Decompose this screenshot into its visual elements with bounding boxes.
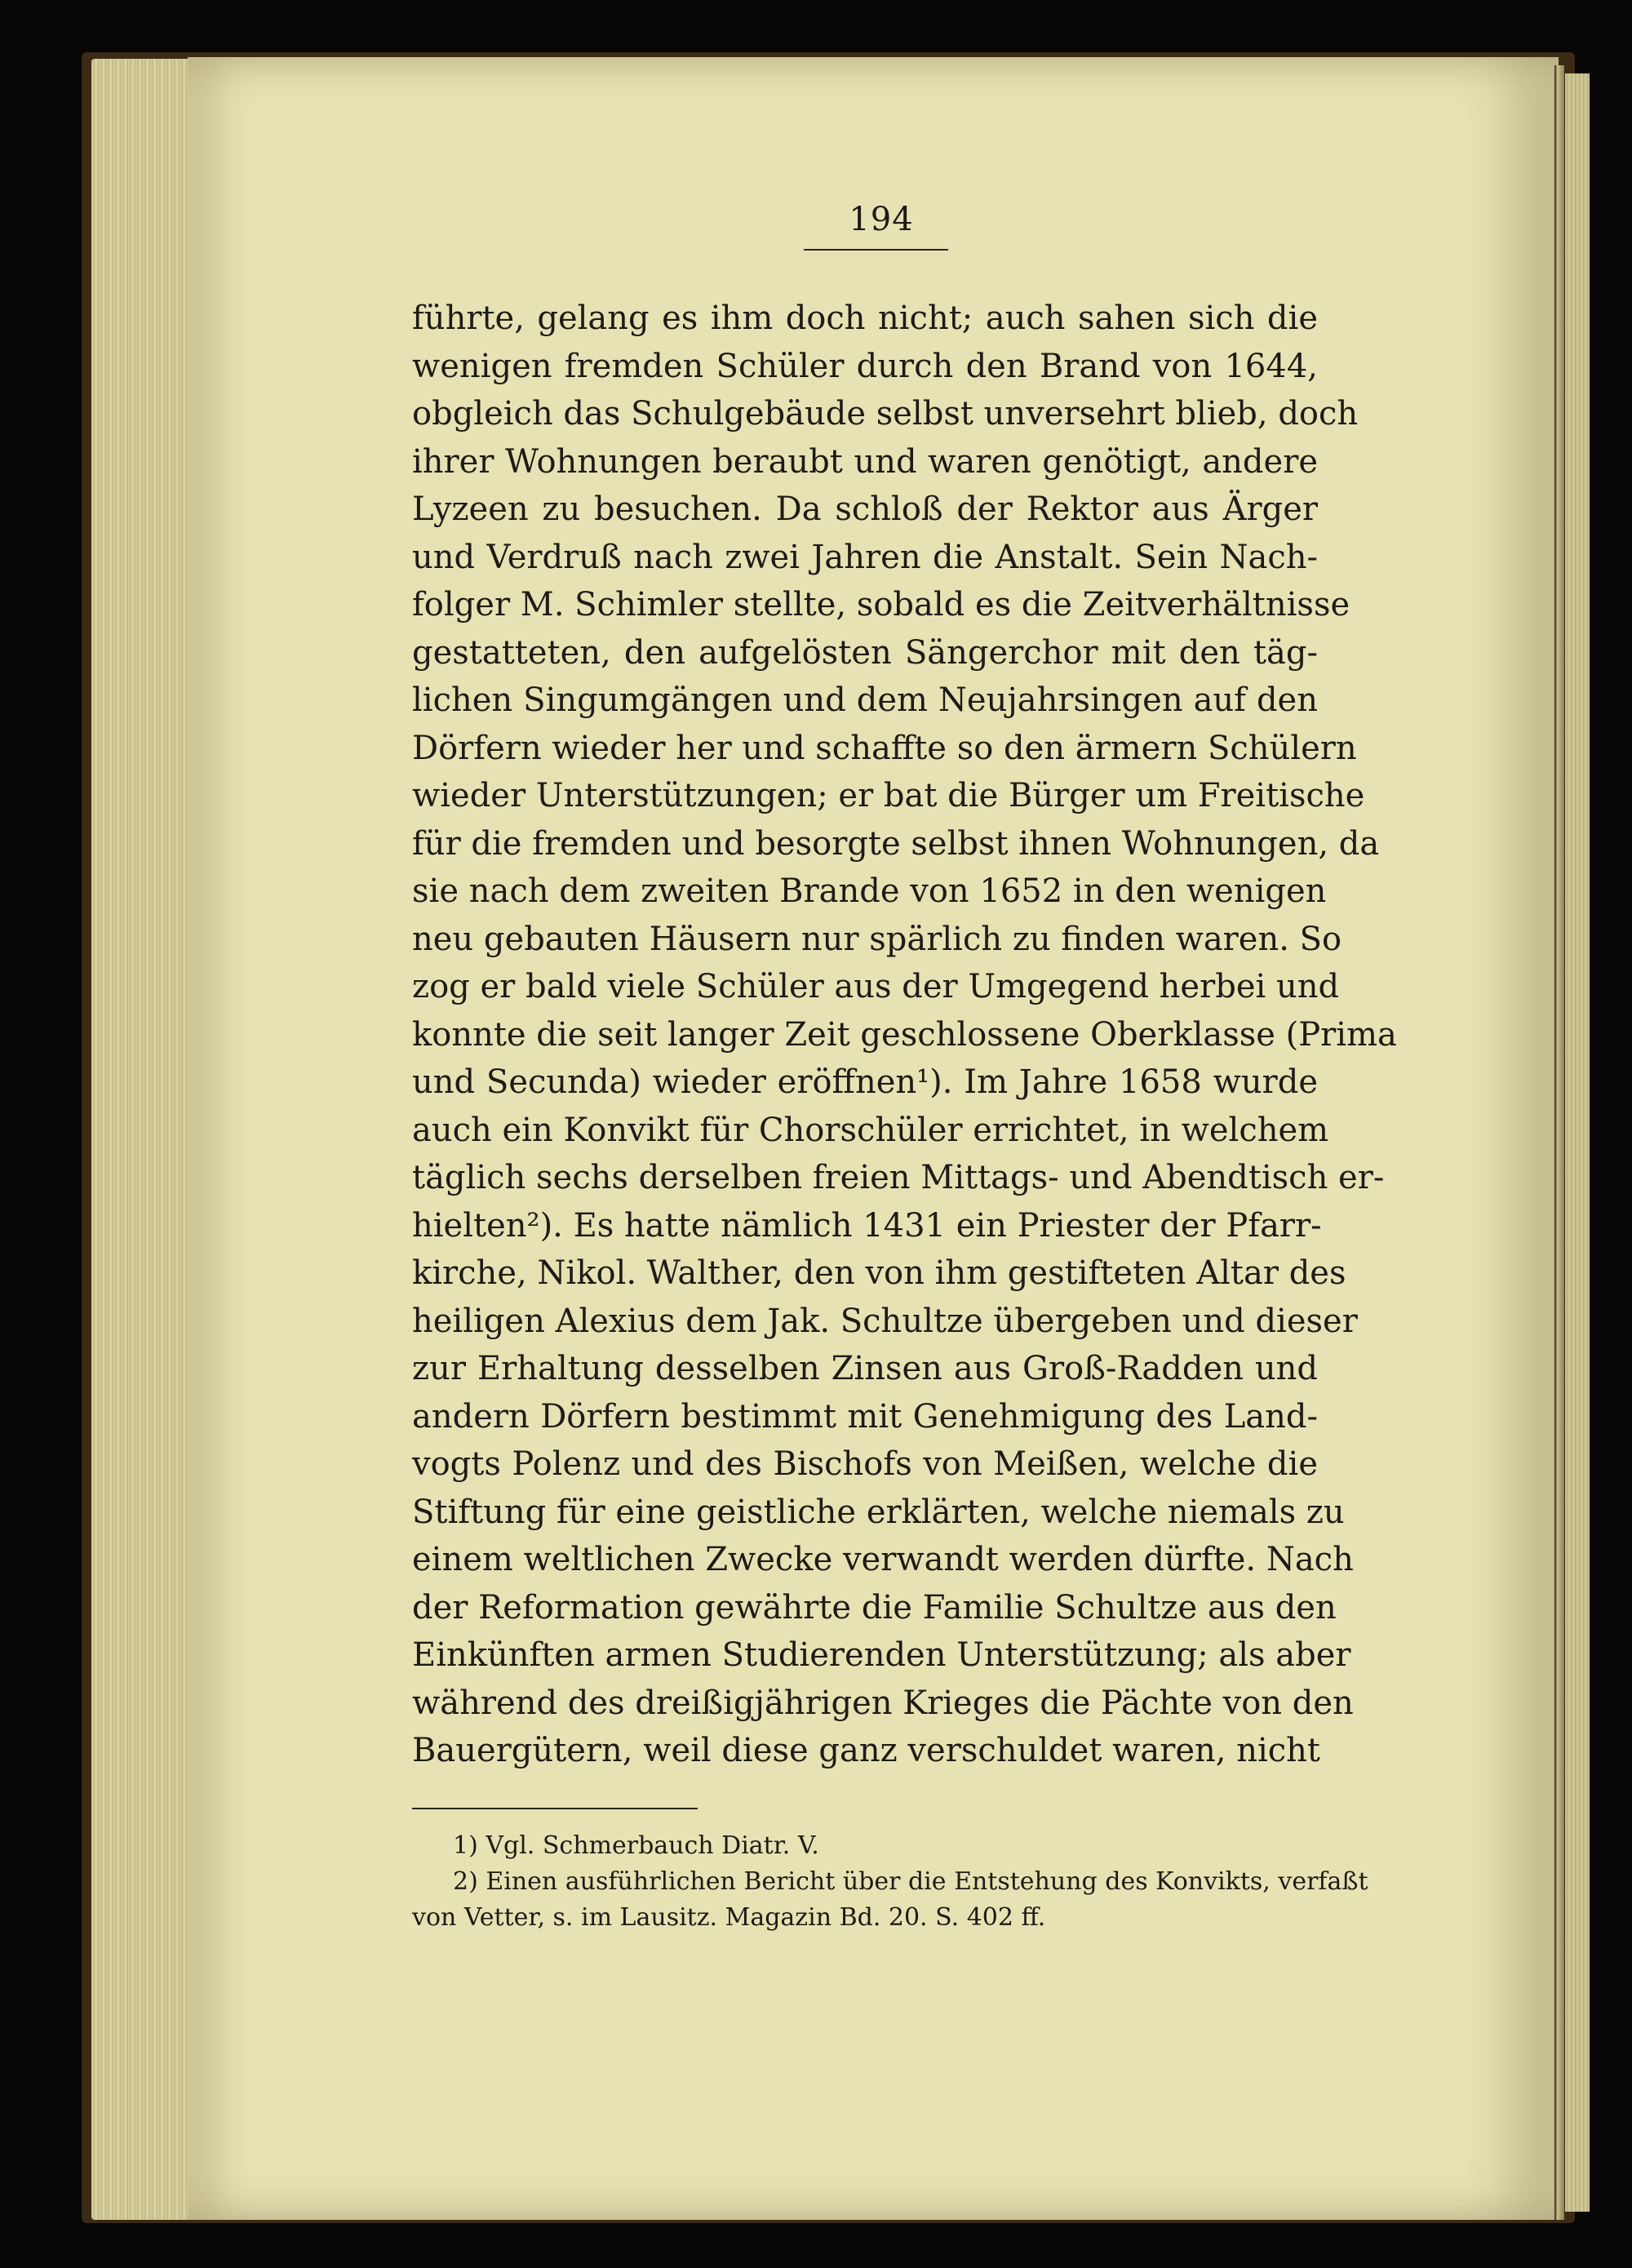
text-line: während des dreißigjährigen Krieges die Pächte von den xyxy=(412,1684,1354,1722)
page-number-rule xyxy=(804,249,948,251)
gutter-edge xyxy=(1554,65,1564,2220)
text-line: einem weltlichen Zwecke verwandt werden dürfte. Nach xyxy=(412,1541,1354,1578)
footnote-2-continued: von Vetter, s. im Lausitz. Magazin Bd. 20. S. 402 ff. xyxy=(412,1903,1046,1932)
text-line: wenigen fremden Schüler durch den Brand von 1644, xyxy=(412,347,1318,385)
text-line: führte, gelang es ihm doch nicht; auch sahen sich die xyxy=(412,300,1318,337)
text-line: Dörfern wieder her und schaffte so den ärmern Schülern xyxy=(412,729,1357,767)
text-line: hielten²). Es hatte nämlich 1431 ein Priester der Pfarr- xyxy=(412,1206,1322,1245)
text-line: und Secunda) wieder eröffnen¹). Im Jahre 1658 wurde xyxy=(412,1063,1318,1101)
text-line: obgleich das Schulgebäude selbst unversehrt blieb, doch xyxy=(412,395,1359,433)
text-line: wieder Unterstützungen; er bat die Bürger um Freitische xyxy=(412,777,1365,814)
text-line: heiligen Alexius dem Jak. Schultze übergeben und dieser xyxy=(412,1302,1358,1340)
text-line: vogts Polenz und des Bischofs von Meißen, welche die xyxy=(412,1445,1318,1483)
text-line: Einkünften armen Studierenden Unterstützung; als aber xyxy=(412,1636,1351,1674)
text-line: Lyzeen zu besuchen. Da schloß der Rektor aus Ärger xyxy=(412,490,1318,528)
footnote-rule xyxy=(412,1808,698,1809)
page-edges-right xyxy=(1565,73,1590,2212)
text-line: neu gebauten Häusern nur spärlich zu finden waren. So xyxy=(412,920,1342,958)
text-line: für die fremden und besorgte selbst ihnen Wohnungen, da xyxy=(412,824,1380,863)
text-line: sie nach dem zweiten Brande von 1652 in den wenigen xyxy=(412,872,1327,910)
text-line: und Verdruß nach zwei Jahren die Anstalt. Sein Nach- xyxy=(412,538,1318,576)
text-line: Stiftung für eine geistliche erklärten, welche niemals zu xyxy=(412,1493,1345,1531)
text-line: folger M. Schimler stellte, sobald es die Zeitverhältnisse xyxy=(412,586,1350,624)
text-line: andern Dörfern bestimmt mit Genehmigung des Land- xyxy=(412,1397,1318,1436)
text-line: kirche, Nikol. Walther, den von ihm gestifteten Altar des xyxy=(412,1254,1346,1292)
page-number: 194 xyxy=(849,201,914,238)
text-line: konnte die seit langer Zeit geschlossene Oberklasse (Prima xyxy=(412,1015,1397,1054)
text-line: der Reformation gewährte die Familie Schultze aus den xyxy=(412,1588,1337,1627)
text-line: zog er bald viele Schüler aus der Umgegend herbei und xyxy=(412,968,1340,1005)
text-line: auch ein Konvikt für Chorschüler errichtet, in welchem xyxy=(412,1111,1329,1149)
footnotes xyxy=(412,1828,1368,1936)
text-line: ihrer Wohnungen beraubt und waren genötigt, andere xyxy=(412,442,1318,481)
footnote-2: 2) Einen ausführlichen Bericht über die Entstehung des Konvikts, verfaßt xyxy=(453,1867,1368,1896)
text-line: lichen Singumgängen und dem Neujahrsingen auf den xyxy=(412,681,1318,719)
body-text xyxy=(412,295,1397,1775)
footnote-1: 1) Vgl. Schmerbauch Diatr. V. xyxy=(453,1831,819,1860)
text-line: täglich sechs derselben freien Mittags- und Abendtisch er- xyxy=(412,1159,1385,1196)
text-line: Bauergütern, weil diese ganz verschuldet waren, nicht xyxy=(412,1732,1320,1769)
text-line: gestatteten, den aufgelösten Sängerchor mit den täg- xyxy=(412,633,1318,672)
text-line: zur Erhaltung desselben Zinsen aus Groß-Radden und xyxy=(412,1350,1318,1387)
